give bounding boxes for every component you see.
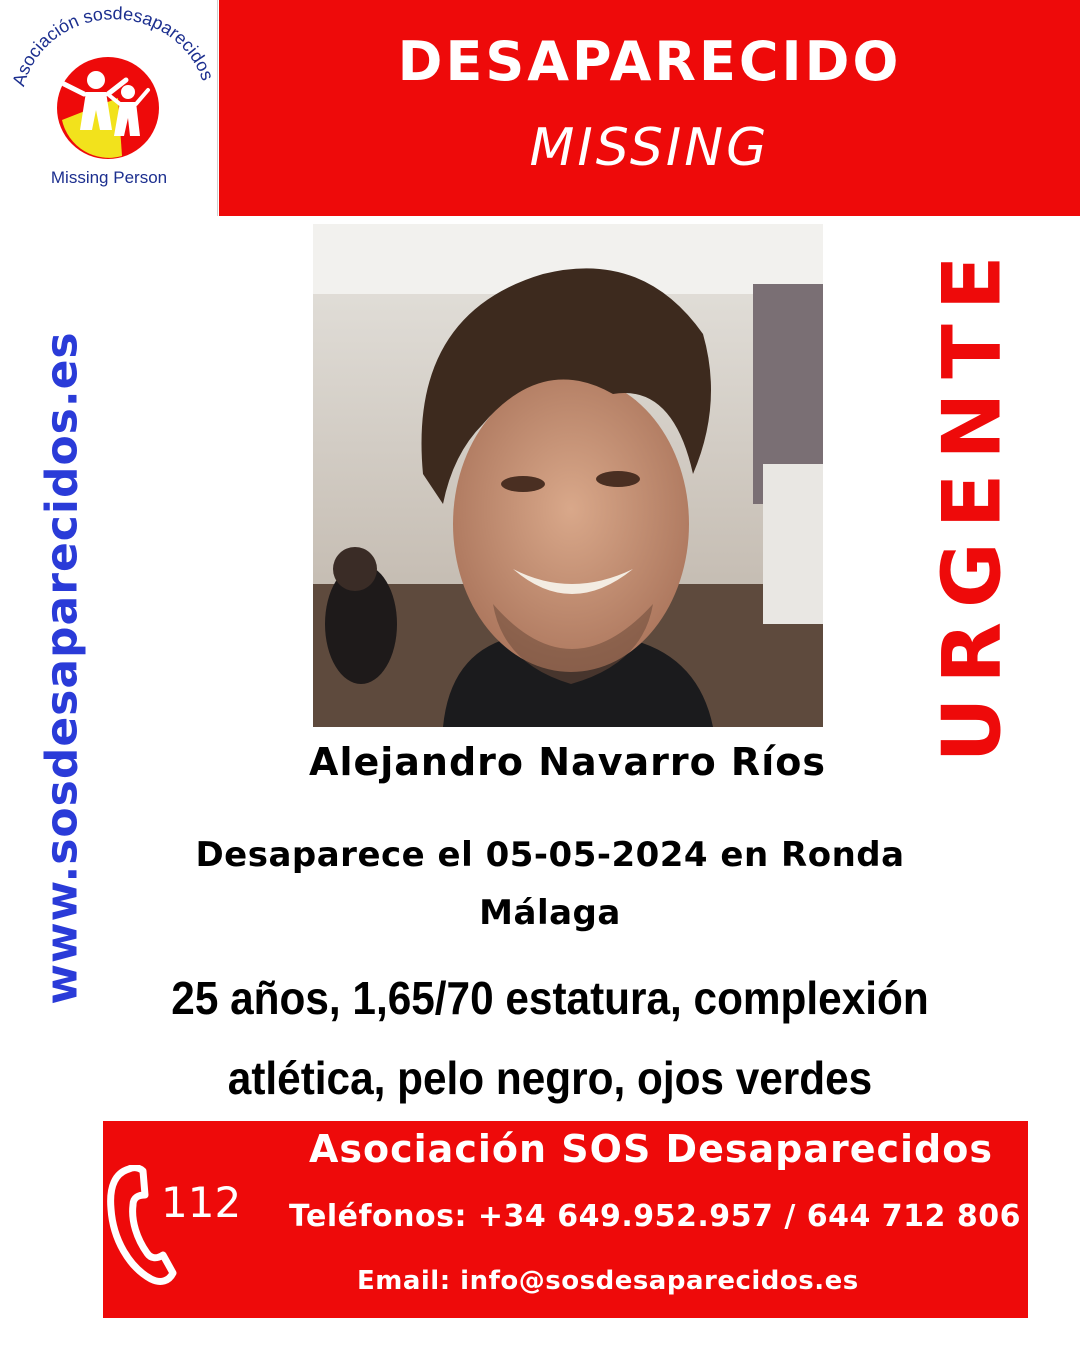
- logo-arc-text: Asociación sosdesaparecidos: [8, 3, 218, 89]
- person-name: Alejandro Navarro Ríos: [309, 740, 826, 784]
- missing-date-place: Desaparece el 05-05-2024 en Ronda: [195, 835, 905, 875]
- email-address: Email: info@sosdesaparecidos.es: [357, 1266, 859, 1296]
- contact-box: [103, 1121, 1028, 1318]
- urgent-vertical-text: URGENTE: [925, 241, 1019, 763]
- emergency-number: 112: [161, 1178, 242, 1227]
- header-banner: [219, 0, 1080, 216]
- missing-province: Málaga: [479, 893, 621, 933]
- association-logo: [0, 0, 218, 216]
- missing-info: [110, 826, 990, 942]
- website-vertical-text: www.sosdesaparecidos.es: [36, 331, 88, 1005]
- title-spanish: DESAPARECIDO: [397, 30, 902, 93]
- description-line-2: atlética, pelo negro, ojos verdes: [227, 1052, 873, 1104]
- description-line-1: 25 años, 1,65/70 estatura, complexión: [171, 972, 929, 1024]
- phone-numbers: Teléfonos: +34 649.952.957 / 644 712 806: [289, 1199, 1021, 1234]
- physical-description: [136, 958, 964, 1118]
- title-english: MISSING: [529, 118, 770, 178]
- missing-person-photo: [313, 224, 823, 727]
- organization-name: Asociación SOS Desaparecidos: [309, 1127, 993, 1171]
- logo-label: Missing Person: [50, 168, 168, 187]
- logo-emblem: [0, 0, 218, 168]
